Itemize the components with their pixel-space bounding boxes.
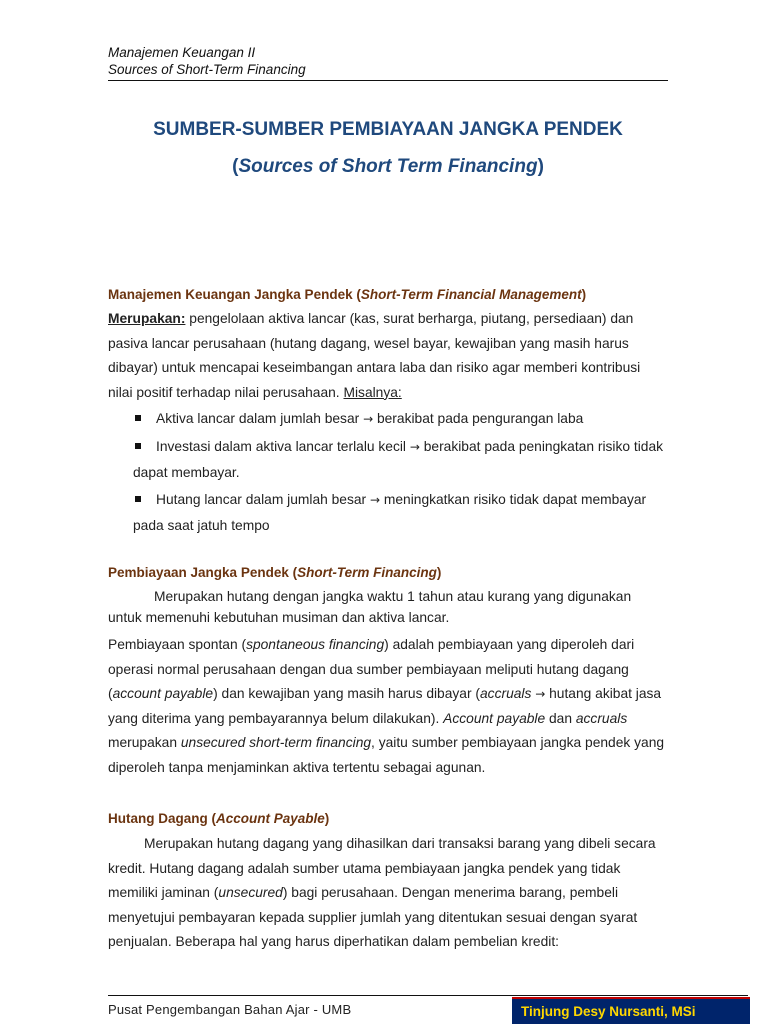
text-italic: accruals <box>480 686 532 701</box>
text-italic: unsecured <box>218 885 283 900</box>
subtitle-text: Sources of Short Term Financing <box>238 156 538 177</box>
subtitle-open-paren: ( <box>232 156 239 177</box>
lead-label: Merupakan: <box>108 311 186 326</box>
heading-close-paren: ) <box>581 287 587 302</box>
text: Merupakan hutang dagang yang dihasilkan dari transaksi barang yang dibeli secara kredit. Hutang dagang adalah sumber utama pembiayaan jangka pendek yang tidak memiliki jaminan ( <box>108 836 656 900</box>
text: ) adalah pembiayaan yang diperoleh dari operasi normal perusahaan dengan dua sumber pembiayaan meliputi hutang dagang ( <box>108 637 635 701</box>
heading-italic-text: Account Payable <box>216 811 325 826</box>
paragraph-definition <box>108 307 668 405</box>
paragraph-spontaneous-financing <box>108 633 668 780</box>
heading-close-paren: ) <box>324 811 330 826</box>
definition-text: pengelolaan aktiva lancar (kas, surat berharga, piutang, persediaan) dan pasiva lancar perusahaan (hutang dagang, wesel bayar, kewajiban yang masih harus dibayar) untuk mencapai keseimbangan antara laba dan risiko agar memberi kontribusi nilai positif terhadap nilai perusahaan. <box>108 311 641 400</box>
bullet-square-icon <box>135 415 141 421</box>
list-item <box>108 487 668 538</box>
heading-italic-text: Short-Term Financial Management <box>360 287 582 302</box>
bullet-list <box>108 406 668 540</box>
text-italic: Account payable <box>443 710 546 726</box>
text-italic: accruals <box>575 710 628 726</box>
section-heading-short-term-financing <box>108 564 668 582</box>
list-item <box>108 434 668 485</box>
text-italic: unsecured short-term financing <box>180 735 372 750</box>
heading-text: Pembiayaan Jangka Pendek ( <box>108 565 298 580</box>
arrow-right-icon: → <box>535 687 546 701</box>
header-course: Manajemen Keuangan II <box>108 45 256 60</box>
text: hutang akibat jasa yang diterima yang pembayarannya belum dilakukan). <box>108 686 662 726</box>
subtitle-close-paren: ) <box>537 156 544 177</box>
bullet-text: meningkatkan risiko tidak dapat membayar pada saat jatuh tempo <box>133 492 647 533</box>
section-heading-short-term-management <box>108 286 668 304</box>
text-italic: account payable <box>112 686 214 701</box>
running-header <box>108 44 668 78</box>
text: ) bagi perusahaan. Dengan menerima barang, pembeli menyetujui pembayaran kepada supplier jumlah yang ditentukan sesuai dengan syarat penjualan. Beberapa hal yang harus diperhatikan dalam pembelian kredit: <box>108 885 638 949</box>
paragraph-account-payable <box>108 832 668 955</box>
footer-divider <box>108 995 748 996</box>
bullet-text: Hutang lancar dalam jumlah besar <box>156 492 370 507</box>
bullet-text: Aktiva lancar dalam jumlah besar <box>156 411 364 426</box>
text: , yaitu sumber pembiayaan jangka pendek yang diperoleh tanpa menjaminkan aktiva tertentu sebagai agunan. <box>108 735 665 775</box>
header-topic: Sources of Short-Term Financing <box>108 62 306 77</box>
heading-italic-text: Short-Term Financing <box>297 565 437 580</box>
document-title: SUMBER-SUMBER PEMBIAYAAN JANGKA PENDEK <box>153 119 623 140</box>
footer-author: Tinjung Desy Nursanti, MSi <box>512 997 750 1024</box>
bullet-text: berakibat pada peningkatan risiko tidak dapat membayar. <box>133 439 664 480</box>
heading-close-paren: ) <box>436 565 442 580</box>
footer-institution: Pusat Pengembangan Bahan Ajar - UMB <box>108 1002 352 1017</box>
list-item <box>108 406 668 432</box>
document-subtitle <box>108 154 668 180</box>
heading-text: Hutang Dagang ( <box>108 811 216 826</box>
text-italic: spontaneous financing <box>246 637 385 652</box>
section-heading-account-payable <box>108 810 668 828</box>
bullet-text: berakibat pada pengurangan laba <box>373 411 584 426</box>
heading-text: Manajemen Keuangan Jangka Pendek ( <box>108 287 361 302</box>
arrow-right-icon: → <box>363 412 374 426</box>
example-label: Misalnya: <box>343 384 402 400</box>
text: merupakan <box>108 735 181 750</box>
text: ) dan kewajiban yang masih harus dibayar ( <box>213 686 480 701</box>
arrow-right-icon: → <box>409 440 420 454</box>
paragraph-financing-definition: Merupakan hutang dengan jangka waktu 1 tahun atau kurang yang digunakan untuk memenuhi kebutuhan musiman dan aktiva lancar. <box>108 589 632 625</box>
text: dan <box>545 710 576 726</box>
bullet-square-icon <box>135 443 141 449</box>
arrow-right-icon: → <box>369 493 381 507</box>
text: Pembiayaan spontan ( <box>108 637 247 652</box>
bullet-square-icon <box>135 496 141 502</box>
bullet-text: Investasi dalam aktiva lancar terlalu kecil <box>156 439 410 454</box>
header-divider <box>108 80 668 81</box>
